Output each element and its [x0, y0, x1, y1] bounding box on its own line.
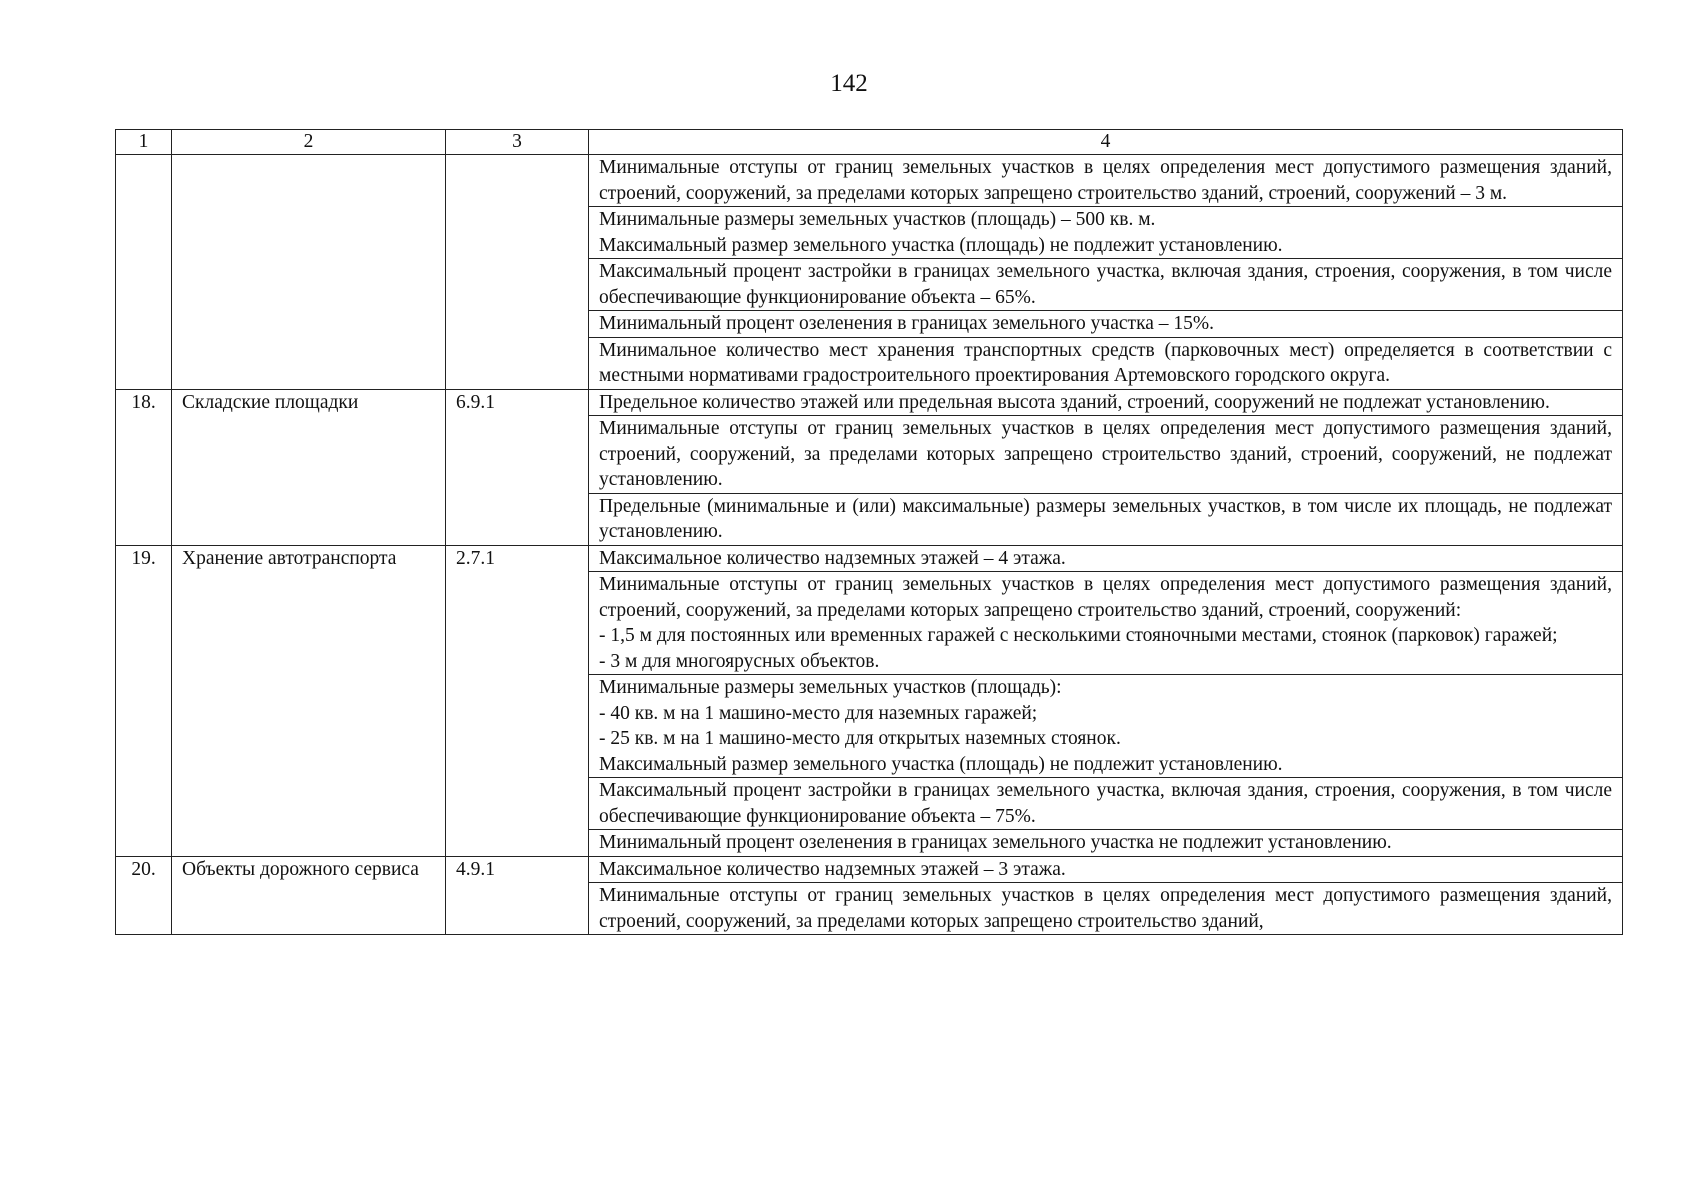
param-cell	[589, 778, 1623, 830]
param-text: Предельное количество этажей или предельная высота зданий, строений, сооружений не подлежат установлению.	[599, 391, 1550, 413]
row-name-cell: Складские площадки	[172, 389, 446, 545]
param-text: Максимальное количество надземных этажей – 4 этажа.	[599, 547, 1066, 569]
param-text: Минимальный процент озеленения в границах земельного участка – 15%.	[599, 313, 1215, 334]
param-cell	[589, 416, 1623, 494]
param-text: - 40 кв. м на 1 машино-место для наземных гаражей;	[599, 702, 1038, 724]
param-cell	[589, 572, 1623, 675]
param-text: Минимальные отступы от границ земельных участков в целях определения мест допустимого размещения зданий, строений, сооружений, за пределами которых запрещено строительство зданий, строений, сооружений:	[599, 574, 1612, 621]
param-text: Максимальный размер земельного участка (площадь) не подлежит установлению.	[599, 753, 1283, 775]
param-text: Максимальный процент застройки в границах земельного участка, включая здания, строения, сооружения, в том числе обеспечивающие функционирование объекта – 75%.	[599, 780, 1612, 827]
param-text: Минимальный процент озеленения в границах земельного участка не подлежит установлению.	[599, 832, 1392, 853]
table-row	[116, 545, 1623, 572]
row-name-cell: Объекты дорожного сервиса	[172, 856, 446, 935]
row-code-cell: 4.9.1	[446, 856, 589, 935]
page-number: 142	[830, 70, 868, 97]
table-row	[116, 155, 1623, 207]
regulations-table	[115, 129, 1623, 935]
param-cell	[589, 830, 1623, 857]
table-row	[116, 856, 1623, 883]
param-text: Минимальные отступы от границ земельных участков в целях определения мест допустимого размещения зданий, строений, сооружений, за пределами которых запрещено строительство зданий, строений, сооружений – 3 м.	[599, 157, 1612, 204]
param-cell	[589, 389, 1623, 416]
param-text: Минимальные отступы от границ земельных участков в целях определения мест допустимого размещения зданий, строений, сооружений, за пределами которых запрещено строительство зданий,	[599, 885, 1612, 932]
table-row	[116, 389, 1623, 416]
param-cell	[589, 856, 1623, 883]
row-number-cell: 19.	[116, 545, 172, 856]
row-name-cell: Хранение автотранспорта	[172, 545, 446, 856]
param-text: Максимальный размер земельного участка (площадь) не подлежит установлению.	[599, 234, 1283, 256]
table-header-row	[116, 130, 1623, 155]
header-col-4: 4	[589, 130, 1623, 155]
param-text: - 25 кв. м на 1 машино-место для открытых наземных стоянок.	[599, 728, 1121, 749]
param-cell	[589, 545, 1623, 572]
param-text: Минимальные размеры земельных участков (площадь) – 500 кв. м.	[599, 209, 1156, 230]
row-code-cell	[446, 155, 589, 390]
header-col-1: 1	[116, 130, 172, 155]
param-cell	[589, 675, 1623, 778]
param-cell	[589, 259, 1623, 311]
param-text: Минимальные отступы от границ земельных участков в целях определения мест допустимого размещения зданий, строений, сооружений, за пределами которых запрещено строительство зданий, строений, сооружений, не подлежат установлению.	[599, 418, 1612, 490]
param-text: - 1,5 м для постоянных или временных гаражей с несколькими стояночными местами, стоянок (парковок) гаражей;	[599, 625, 1558, 646]
header-col-3: 3	[446, 130, 589, 155]
param-text: Минимальные размеры земельных участков (площадь):	[599, 677, 1062, 698]
row-number-cell: 18.	[116, 389, 172, 545]
param-text: Максимальный процент застройки в границах земельного участка, включая здания, строения, сооружения, в том числе обеспечивающие функционирование объекта – 65%.	[599, 261, 1612, 308]
param-cell	[589, 883, 1623, 935]
header-col-2: 2	[172, 130, 446, 155]
row-number-cell	[116, 155, 172, 390]
param-text: - 3 м для многоярусных объектов.	[599, 650, 880, 672]
row-number-cell: 20.	[116, 856, 172, 935]
param-text: Минимальное количество мест хранения транспортных средств (парковочных мест) определяется в соответствии с местными нормативами градостроительного проектирования Артемовского городского округа.	[599, 339, 1612, 386]
param-cell	[589, 155, 1623, 207]
param-cell	[589, 311, 1623, 338]
param-cell	[589, 337, 1623, 389]
param-cell	[589, 493, 1623, 545]
row-code-cell: 2.7.1	[446, 545, 589, 856]
row-code-cell: 6.9.1	[446, 389, 589, 545]
param-cell	[589, 207, 1623, 259]
param-text: Предельные (минимальные и (или) максимальные) размеры земельных участков, в том числе их площадь, не подлежат установлению.	[599, 495, 1612, 542]
param-text: Максимальное количество надземных этажей – 3 этажа.	[599, 858, 1066, 880]
row-name-cell	[172, 155, 446, 390]
